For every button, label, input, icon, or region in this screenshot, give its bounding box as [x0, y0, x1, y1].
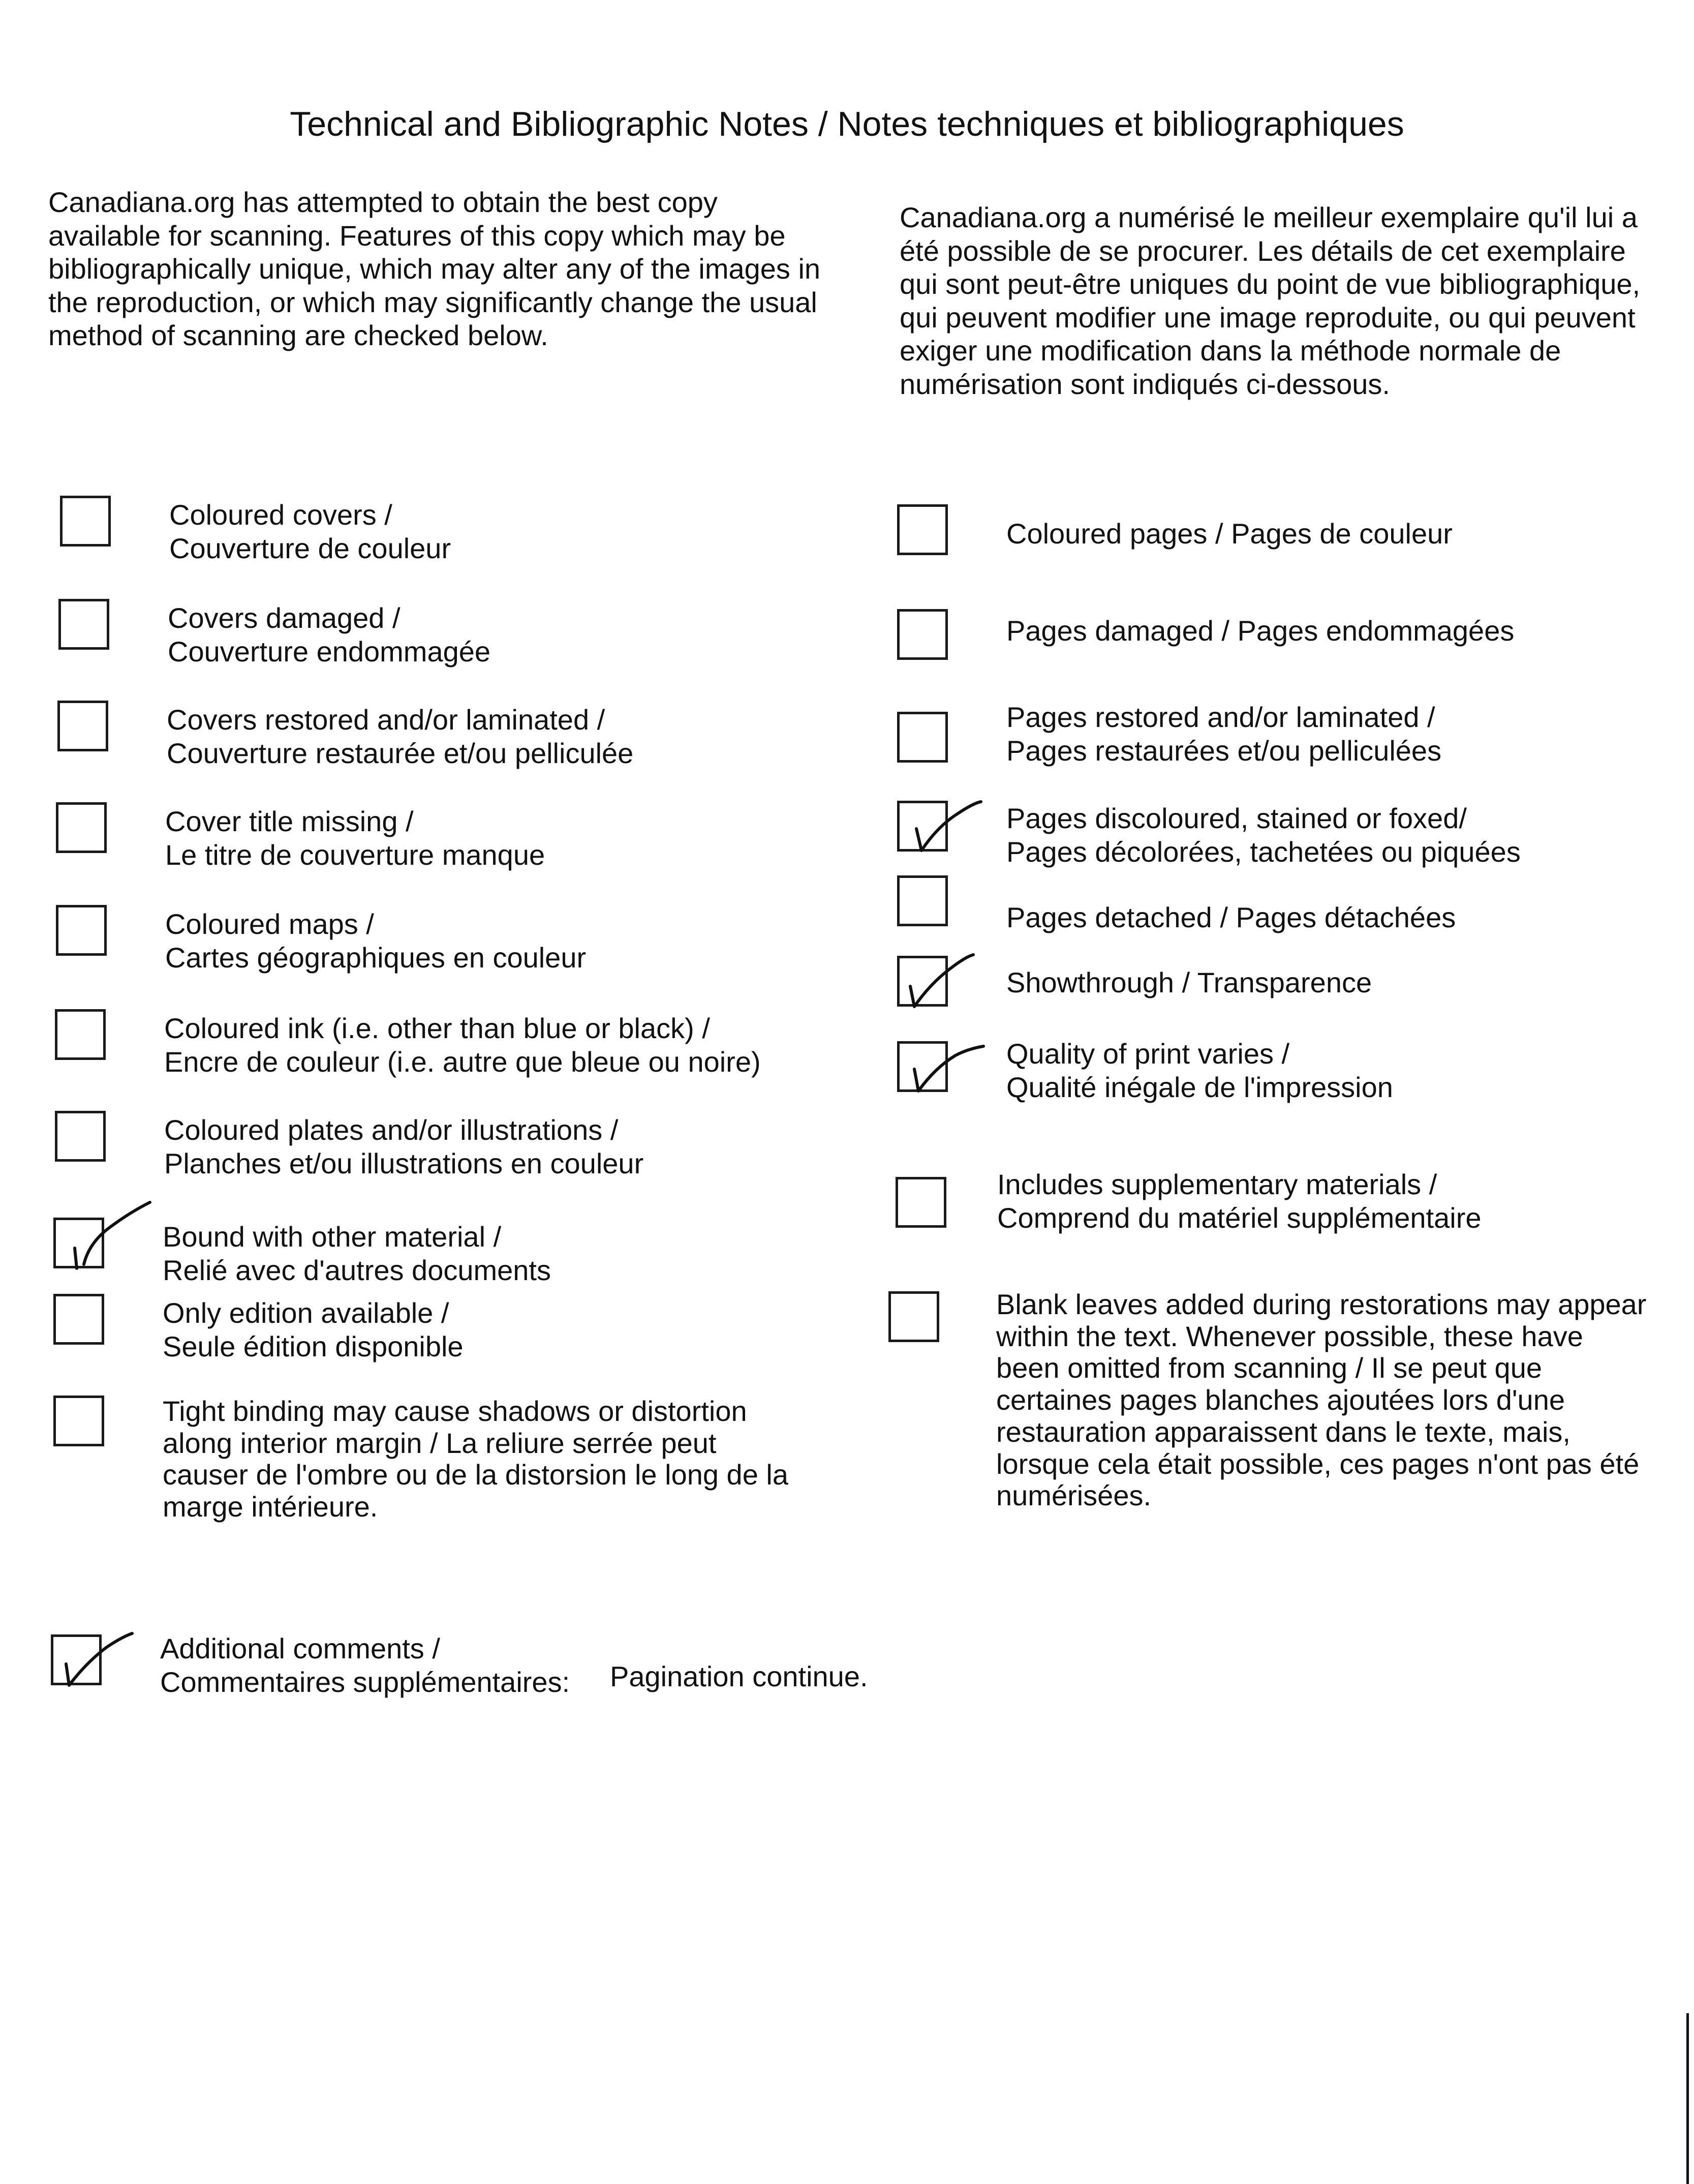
item-label: Pages detached / Pages détachées — [1006, 901, 1456, 933]
item-label: Covers damaged / Couverture endommagée — [168, 602, 491, 668]
checkbox[interactable] — [897, 609, 948, 660]
checkmark-icon — [46, 1604, 163, 1701]
item-label: Tight binding may cause shadows or distortion along interior margin / La reliure serrée peut causer de l'ombre ou de la distorsion le long de la marge intérieure. — [163, 1395, 788, 1523]
item-label: Coloured plates and/or illustrations / Planches et/ou illustrations en couleur — [164, 1114, 644, 1180]
scan-edge-line — [1686, 2013, 1689, 2184]
checkbox[interactable] — [897, 875, 948, 926]
item-label: Blank leaves added during restorations may appear within the text. Whenever possible, these have been omitted from scanning / Il se peut que certaines pages blanches ajoutées lors d'une restauration apparaissent dans le texte, mais, lorsque cela était possible, ces pages n'ont pas été numérisées. — [996, 1288, 1647, 1512]
checkbox[interactable] — [56, 802, 107, 853]
additional-comments-value: Pagination continue. — [610, 1660, 868, 1692]
item-label: Only edition available / Seule édition disponible — [163, 1297, 464, 1363]
item-label: Coloured ink (i.e. other than blue or black) / Encre de couleur (i.e. autre que bleue ou noire) — [164, 1012, 761, 1078]
item-label: Includes supplementary materials / Comprend du matériel supplémentaire — [997, 1168, 1482, 1234]
checkbox[interactable] — [60, 496, 111, 547]
item-label: Showthrough / Transparence — [1006, 966, 1372, 998]
checkbox[interactable] — [896, 1177, 946, 1228]
item-label: Coloured maps / Cartes géographiques en couleur — [165, 908, 587, 974]
item-label: Pages discoloured, stained or foxed/ Pages décolorées, tachetées ou piquées — [1006, 802, 1521, 868]
checkbox[interactable] — [58, 599, 109, 650]
checkmark-icon — [48, 1187, 165, 1284]
intro-french: Canadiana.org a numérisé le meilleur exemplaire qu'il lui a été possible de se procurer. Les détails de cet exemplaire qui sont peut-être uniques du point de vue bibliographique, qui peuvent modifier une image reproduite, ou qui peuvent exiger une modification dans la méthode normale de numérisation sont indiqués ci-dessous. — [900, 201, 1641, 400]
checkbox[interactable] — [53, 1396, 104, 1446]
item-label: Pages damaged / Pages endommagées — [1006, 615, 1515, 647]
item-label: Quality of print varies / Qualité inégale de l'impression — [1006, 1038, 1393, 1104]
checkmark-icon — [892, 1011, 1009, 1107]
checkbox[interactable] — [897, 504, 948, 555]
checkbox[interactable] — [56, 905, 107, 956]
item-label: Covers restored and/or laminated / Couverture restaurée et/ou pelliculée — [167, 704, 634, 770]
item-label: Coloured pages / Pages de couleur — [1006, 518, 1453, 550]
item-label: Bound with other material / Relié avec d'autres documents — [163, 1221, 551, 1287]
checkmark-icon — [892, 925, 1009, 1022]
item-label: Additional comments / Commentaires supplémentaires: — [160, 1632, 570, 1698]
item-label: Pages restored and/or laminated / Pages restaurées et/ou pelliculées — [1006, 701, 1442, 767]
checkbox[interactable] — [55, 1009, 106, 1060]
checkbox[interactable] — [897, 712, 948, 763]
checkbox[interactable] — [57, 701, 108, 751]
intro-english: Canadiana.org has attempted to obtain the best copy available for scanning. Features of this copy which may be bibliographically unique, which may alter any of the images in the reproduction, or which may significantly change the usual method of scanning are checked below. — [48, 186, 821, 352]
item-label: Coloured covers / Couverture de couleur — [169, 499, 451, 565]
checkmark-icon — [892, 770, 1009, 867]
checkbox[interactable] — [55, 1111, 106, 1162]
checkbox[interactable] — [888, 1291, 939, 1342]
page-title: Technical and Bibliographic Notes / Notes techniques et bibliographiques — [290, 105, 1404, 143]
item-label: Cover title missing / Le titre de couverture manque — [165, 805, 545, 871]
checkbox[interactable] — [53, 1294, 104, 1345]
